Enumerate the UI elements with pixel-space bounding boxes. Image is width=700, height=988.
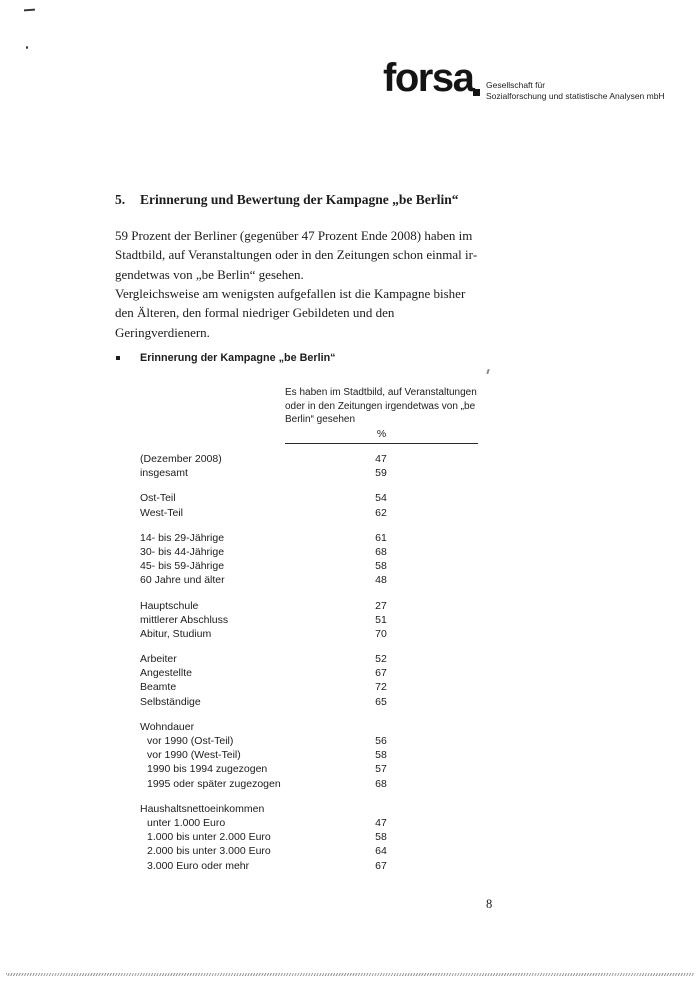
row-label: Arbeiter bbox=[140, 653, 177, 666]
table-group bbox=[140, 720, 477, 791]
row-label: vor 1990 (West-Teil) bbox=[147, 749, 241, 762]
table-row bbox=[140, 748, 477, 762]
row-value: 58 bbox=[375, 831, 387, 844]
row-label: unter 1.000 Euro bbox=[147, 816, 226, 829]
table-row bbox=[140, 531, 477, 545]
table-row bbox=[140, 666, 477, 680]
page-number: 8 bbox=[486, 897, 493, 911]
row-value: 68 bbox=[375, 545, 387, 558]
table-group bbox=[140, 491, 477, 519]
table-row bbox=[140, 491, 477, 505]
table-unit-header: % bbox=[285, 428, 478, 444]
row-label: Abitur, Studium bbox=[140, 627, 212, 640]
bullet-subheading-label: Erinnerung der Kampagne „be Berlin“ bbox=[140, 352, 336, 364]
row-value: 52 bbox=[375, 653, 387, 666]
row-label: 1990 bis 1994 zugezogen bbox=[147, 763, 268, 776]
section-title: Erinnerung und Bewertung der Kampagne „be Berlin“ bbox=[140, 192, 459, 207]
table-row bbox=[140, 816, 477, 830]
logo-subtitle bbox=[486, 80, 665, 102]
row-label: 60 Jahre und älter bbox=[140, 574, 225, 587]
table-group bbox=[140, 452, 477, 480]
table-row bbox=[140, 545, 477, 559]
row-label: vor 1990 (Ost-Teil) bbox=[147, 735, 234, 747]
scan-artifact-dot bbox=[26, 46, 28, 49]
row-value: 64 bbox=[375, 845, 387, 858]
table-row bbox=[140, 680, 477, 694]
table-row bbox=[140, 859, 477, 873]
row-value: 67 bbox=[375, 667, 387, 680]
statistics-table bbox=[140, 452, 477, 884]
paragraph: 59 Prozent der Berliner (gegenüber 47 Prozent Ende 2008) haben im Stadtbild, auf Veranstaltungen oder in den Zeitungen schon einmal irgendetwas von „be Berlin“ gesehen. bbox=[115, 228, 478, 282]
table-row bbox=[140, 599, 477, 613]
row-value: 70 bbox=[375, 627, 387, 640]
row-value: 47 bbox=[375, 453, 387, 465]
table-row bbox=[140, 830, 477, 844]
scan-artifact-dash bbox=[24, 9, 35, 12]
scan-artifact-tick bbox=[486, 369, 489, 374]
table-row bbox=[140, 452, 477, 466]
row-value: 58 bbox=[375, 560, 387, 573]
row-value: 61 bbox=[375, 531, 387, 544]
table-group bbox=[140, 599, 477, 642]
row-label: West-Teil bbox=[140, 506, 183, 519]
forsa-logo-square-icon bbox=[473, 89, 480, 96]
table-row bbox=[140, 695, 477, 709]
table-row bbox=[140, 777, 477, 791]
row-value: 47 bbox=[375, 816, 387, 829]
logo-subtitle-line2: Sozialforschung und statistische Analysen mbH bbox=[486, 91, 665, 101]
row-value: 59 bbox=[375, 467, 387, 480]
row-value: 54 bbox=[375, 492, 387, 505]
table-group-title: Haushaltsnettoeinkommen bbox=[140, 802, 265, 815]
section-heading bbox=[115, 192, 459, 208]
row-value: 51 bbox=[375, 613, 387, 626]
row-label: 1.000 bis unter 2.000 Euro bbox=[147, 831, 271, 844]
table-row bbox=[140, 844, 477, 858]
row-label: (Dezember 2008) bbox=[140, 453, 222, 465]
row-label: 45- bis 59-Jährige bbox=[140, 560, 225, 573]
table-row bbox=[140, 613, 477, 627]
row-label: 2.000 bis unter 3.000 Euro bbox=[147, 845, 271, 858]
row-value: 27 bbox=[375, 599, 387, 612]
logo-subtitle-line1: Gesellschaft für bbox=[486, 80, 546, 90]
row-value: 65 bbox=[375, 695, 387, 708]
row-value: 48 bbox=[375, 574, 387, 587]
table-row bbox=[140, 573, 477, 587]
table-row bbox=[140, 559, 477, 573]
section-number: 5. bbox=[115, 192, 126, 207]
row-label: 30- bis 44-Jährige bbox=[140, 545, 225, 558]
row-value: 62 bbox=[375, 506, 387, 519]
table-group-title: Wohndauer bbox=[140, 720, 195, 733]
table-row bbox=[140, 762, 477, 776]
table-row bbox=[140, 627, 477, 641]
table-caption: Es haben im Stadtbild, auf Veranstaltungen oder in den Zeitungen irgendetwas von „be Berlin“ gesehen bbox=[285, 387, 477, 425]
row-label: Ost-Teil bbox=[140, 492, 176, 505]
row-value: 58 bbox=[375, 749, 387, 762]
paragraph: Vergleichsweise am wenigsten aufgefallen ist die Kampagne bisher den Älteren, den formal niedriger Gebildeten und den Geringverdienern. bbox=[115, 286, 466, 340]
row-value: 68 bbox=[375, 777, 387, 790]
row-label: Angestellte bbox=[140, 667, 192, 680]
row-label: insgesamt bbox=[140, 467, 188, 480]
row-label: 3.000 Euro oder mehr bbox=[147, 859, 250, 872]
table-row bbox=[140, 652, 477, 666]
table-group bbox=[140, 802, 477, 873]
forsa-logo: forsa bbox=[383, 56, 474, 100]
row-value: 67 bbox=[375, 859, 387, 872]
bullet-square-icon bbox=[116, 356, 120, 360]
row-label: 14- bis 29-Jährige bbox=[140, 531, 225, 544]
row-value: 72 bbox=[375, 681, 387, 694]
table-row bbox=[140, 734, 477, 748]
row-value: 57 bbox=[375, 763, 387, 776]
row-label: 1995 oder später zugezogen bbox=[147, 777, 281, 790]
row-value: 56 bbox=[375, 735, 387, 747]
row-label: mittlerer Abschluss bbox=[140, 613, 229, 626]
table-group bbox=[140, 652, 477, 709]
table-row bbox=[140, 506, 477, 520]
table-row bbox=[140, 466, 477, 480]
bottom-scan-line bbox=[6, 973, 694, 976]
row-label: Beamte bbox=[140, 681, 177, 694]
bullet-subheading bbox=[116, 352, 336, 364]
row-label: Hauptschule bbox=[140, 599, 199, 612]
table-group bbox=[140, 531, 477, 588]
row-label: Selbständige bbox=[140, 695, 201, 708]
